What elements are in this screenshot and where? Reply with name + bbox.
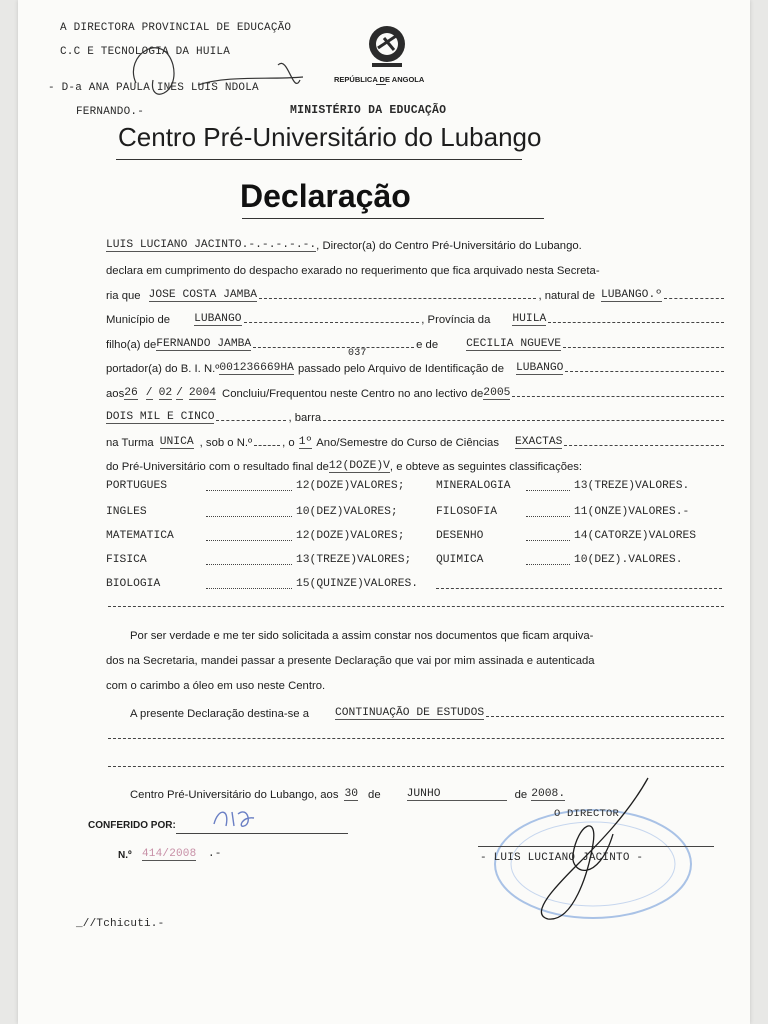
document-title: Declaração [240, 178, 411, 214]
course: EXACTAS [514, 436, 563, 448]
fill-dash [565, 371, 724, 372]
typist-reference: _//Tchicuti.- [76, 918, 165, 930]
title-underline [242, 218, 544, 219]
body-line-5 [106, 333, 726, 351]
grade-year: 1º [298, 436, 313, 448]
numero-label: N.º [118, 850, 132, 861]
closing-line-2: dos na Secretaria, mandei passar a presente Declaração que vai por mim assinada e autenticada [106, 655, 595, 667]
recipient-line-4: FERNANDO.- [76, 106, 145, 118]
body-text-17: Ano/Semestre do Curso de Ciências [316, 437, 499, 449]
student-name: JOSE COSTA JAMBA [148, 289, 258, 301]
province: HUILA [512, 313, 547, 325]
body-text-6: , Província da [421, 314, 491, 326]
leader-dots [526, 540, 570, 541]
body-line-3 [106, 284, 726, 302]
grade-right: 13(TREZE)VALORES. [574, 480, 690, 492]
body-text-8: e de [416, 339, 439, 351]
fill-dash [244, 322, 420, 323]
leader-dots [206, 516, 292, 517]
numero-suffix: .- [208, 848, 222, 860]
fill-dash [563, 347, 724, 348]
recipient-line-2: C.C E TECNOLOGIA DA HUILA [60, 46, 231, 58]
body-text-4: , natural de [538, 290, 595, 302]
numero-value: 414/2008 [142, 848, 197, 860]
closing-line-1: Por ser verdade e me ter sido solicitada a assim constar nos documentos que ficam arquiva- [130, 630, 594, 642]
bi-number: 001236669HA [219, 362, 294, 374]
purpose-line [130, 702, 726, 720]
leader-dots [206, 564, 292, 565]
leader-dots [206, 540, 292, 541]
body-text-19: , e obteve as seguintes classificações: [389, 461, 583, 473]
subject-right: MINERALOGIA [436, 480, 511, 492]
republic-divider [376, 84, 386, 85]
republic-label: REPÚBLICA DE ANGOLA [334, 75, 425, 84]
fill-dash [254, 445, 280, 446]
grade-left: 10(DEZ)VALORES; [296, 506, 398, 518]
subject-left: FISICA [106, 554, 147, 566]
body-text-11: aos [106, 388, 125, 400]
fill-dash [253, 347, 414, 348]
body-line-7: aos 26 / 02 / 2004 Concluiu/Frequentou neste Centro no ano lectivo de 2005 [106, 382, 726, 400]
subject-right: DESENHO [436, 530, 484, 542]
leader-dots [206, 490, 292, 491]
date-year: 2004 [188, 387, 217, 399]
date-day-closing: 30 [344, 788, 359, 800]
school-year-words: DOIS MIL E CINCO [106, 411, 215, 423]
subject-left: INGLES [106, 506, 147, 518]
conferido-initials [208, 804, 268, 834]
grade-right: 10(DEZ).VALORES. [574, 554, 683, 566]
date-month-closing: JUNHO [407, 788, 507, 801]
body-line-10 [106, 455, 726, 473]
date-day: 26 [124, 387, 138, 399]
fill-dash [486, 716, 724, 717]
body-text-18: do Pré-Universitário com o resultado final de [106, 461, 329, 473]
body-text-10: passado pelo Arquivo de Identificação de [297, 363, 504, 375]
fill-dash [436, 588, 722, 589]
subject-right: QUIMICA [436, 554, 484, 566]
final-result: 12(DOZE)V [328, 460, 390, 472]
bi-suffix: 037 [348, 348, 367, 359]
class-name: UNICA [159, 436, 194, 448]
conferido-label: CONFERIDO POR: [88, 820, 176, 831]
recipient-line-1: A DIRECTORA PROVINCIAL DE EDUCAÇÃO [60, 22, 292, 34]
subject-left: PORTUGUES [106, 480, 168, 492]
school-year: 2005 [483, 387, 511, 399]
purpose-value: CONTINUAÇÃO DE ESTUDOS [334, 707, 485, 719]
body-text-1: , Director(a) do Centro Pré-Universitário do Lubango. [316, 240, 582, 252]
birthplace: LUBANGO.º [600, 289, 662, 301]
body-text-13: , barra [288, 412, 322, 424]
ministry-label: MINISTÉRIO DA EDUCAÇÃO [290, 104, 447, 117]
body-text-2: declara em cumprimento do despacho exarado no requerimento que fica arquivado nesta Secreta- [106, 265, 600, 277]
bi-place: LUBANGO [515, 362, 564, 374]
body-line-4 [106, 308, 726, 326]
grade-right: 14(CATORZE)VALORES [574, 530, 697, 542]
leader-dots [206, 588, 292, 589]
director-name: LUIS LUCIANO JACINTO.-.-.-.-.-. [106, 239, 317, 251]
subject-right: FILOSOFIA [436, 506, 498, 518]
leader-dots [526, 490, 570, 491]
grade-left: 13(TREZE)VALORES; [296, 554, 412, 566]
leader-dots [526, 516, 570, 517]
father-name: FERNANDO JAMBA [156, 338, 252, 350]
body-text-14: na Turma [106, 437, 154, 449]
director-title: O DIRECTOR [554, 808, 620, 820]
municipality: LUBANGO [194, 313, 242, 325]
fill-dash [564, 445, 724, 446]
grades-end-dash [108, 606, 724, 607]
date-month: 02 [158, 387, 173, 399]
body-line-2 [106, 259, 726, 277]
purpose-dash-1 [108, 738, 724, 739]
purpose-dash-2 [108, 766, 724, 767]
fill-dash [259, 298, 536, 299]
purpose-label: A presente Declaração destina-se a [130, 708, 309, 720]
director-signature [518, 774, 668, 924]
subject-left: MATEMATICA [106, 530, 174, 542]
date-year-closing: 2008. [531, 788, 566, 800]
body-line-9 [106, 431, 726, 449]
body-text-15: , sob o N.º [199, 437, 253, 449]
fill-dash [512, 396, 724, 397]
fill-dash [323, 420, 724, 421]
mother-name: CECILIA NGUEVE [466, 338, 562, 350]
grade-left: 12(DOZE)VALORES; [296, 480, 405, 492]
institution-title: Centro Pré-Universitário do Lubango [118, 122, 542, 152]
fill-dash [216, 420, 286, 421]
body-text-5: Município de [106, 314, 171, 326]
document-sheet [18, 0, 750, 1024]
de-label-1: de [368, 789, 381, 801]
grade-right: 11(ONZE)VALORES.- [574, 506, 690, 518]
body-line-6 [106, 357, 726, 375]
body-text-9: portador(a) do B. I. N.º [106, 363, 220, 375]
fill-dash [664, 298, 724, 299]
place-date-label: Centro Pré-Universitário do Lubango, aos [130, 789, 339, 801]
body-line-8 [106, 406, 726, 424]
recipient-line-3: - D-a ANA PAULA INES LUIS NDOLA [48, 82, 259, 94]
fill-dash [548, 322, 724, 323]
grade-left: 12(DOZE)VALORES; [296, 530, 405, 542]
director-signature-name: - LUIS LUCIANO JACINTO - [480, 852, 644, 864]
closing-line-3: com o carimbo a óleo em uso neste Centro. [106, 680, 326, 692]
body-text-12: Concluiu/Frequentou neste Centro no ano lectivo de [222, 388, 484, 400]
institution-underline [116, 159, 522, 160]
body-line-1 [106, 234, 726, 252]
grade-left: 15(QUINZE)VALORES. [296, 578, 419, 590]
de-label-2: de [514, 789, 528, 801]
body-text-7: filho(a) de [106, 339, 157, 351]
subject-left: BIOLOGIA [106, 578, 161, 590]
body-text-3: ria que [106, 290, 141, 302]
body-text-16: , o [282, 437, 295, 449]
recipient-signature [118, 25, 318, 125]
coat-of-arms-emblem [364, 22, 410, 72]
leader-dots [526, 564, 570, 565]
